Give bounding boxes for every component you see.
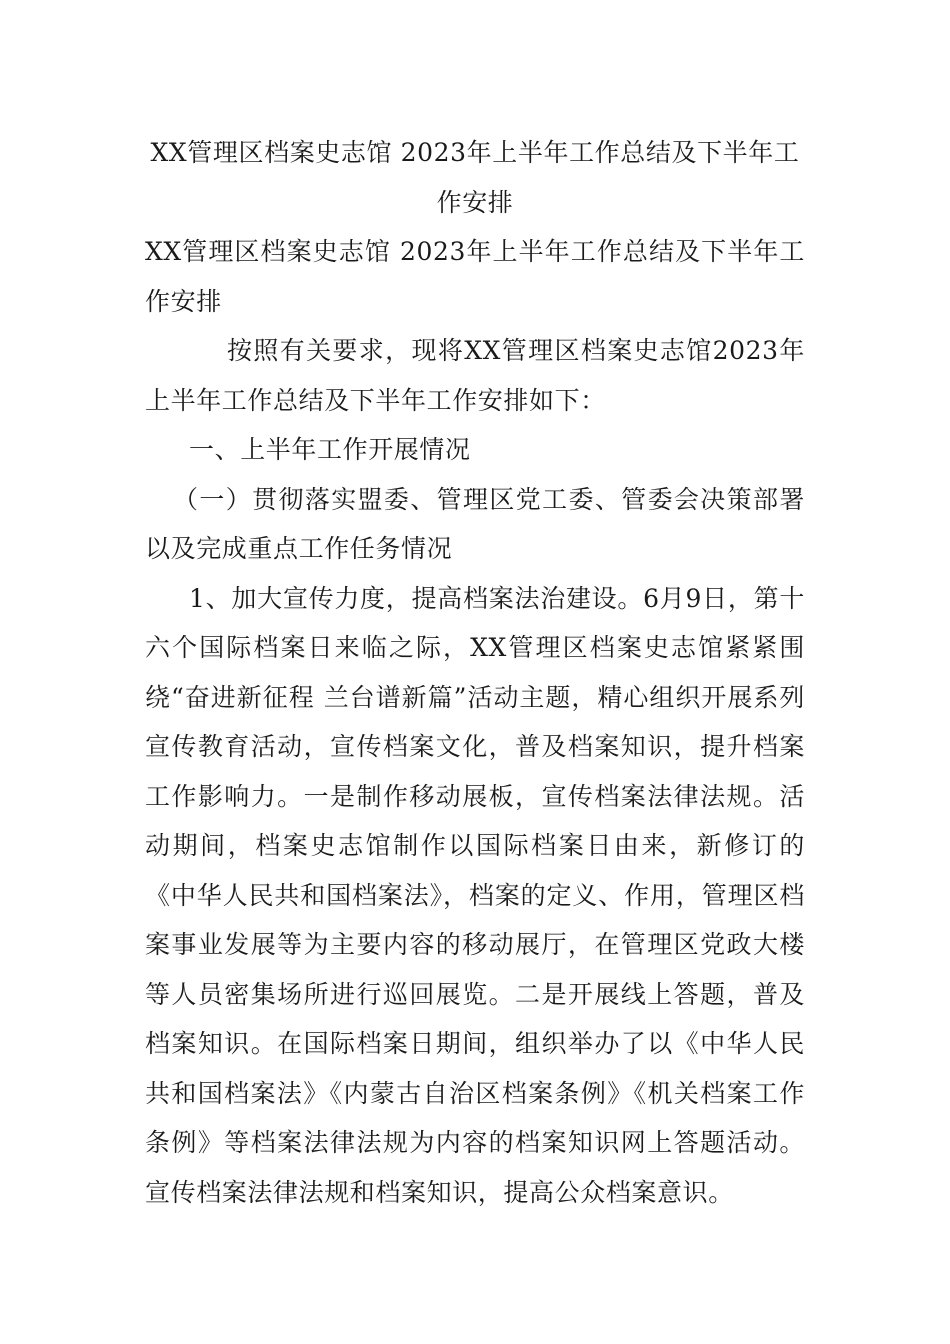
intro-paragraph: 按照有关要求，现将XX管理区档案史志馆2023年上半年工作总结及下半年工作安排如下： [145,336,805,415]
body-paragraph: 1、加大宣传力度，提高档案法治建设。6月9日，第十六个国际档案日来临之际，XX管理区档案史志馆紧紧围绕“奋进新征程 兰台谱新篇”活动主题，精心组织开展系列宣传教育活动，宣传档案文化，普及档案知识，提升档案工作影响力。一是制作移动展板，宣传档案法律法规。活动期间，档案史志馆制作以国际档案日由来，新修订的《中华人民共和国档案法》，档案的定义、作用，管理区档案事业发展等为主要内容的移动展厅，在管理区党政大楼等人员密集场所进行巡回展览。二是开展线上答题，普及档案知识。在国际档案日期间，组织举办了以《中华人民共和国档案法》《内蒙古自治区档案条例》《机关档案工作条例》等档案法律法规为内容的档案知识网上答题活动。宣传档案法律法规和档案知识，提高公众档案意识。 [145,583,805,1207]
document-title: XX管理区档案史志馆 2023年上半年工作总结及下半年工作安排 [150,138,800,217]
section-heading: 一、上半年工作开展情况 [189,435,471,464]
document-subtitle: XX管理区档案史志馆 2023年上半年工作总结及下半年工作安排 [145,237,805,316]
document-page [145,128,805,1217]
subsection-heading: （一）贯彻落实盟委、管理区党工委、管委会决策部署以及完成重点工作任务情况 [145,484,805,563]
